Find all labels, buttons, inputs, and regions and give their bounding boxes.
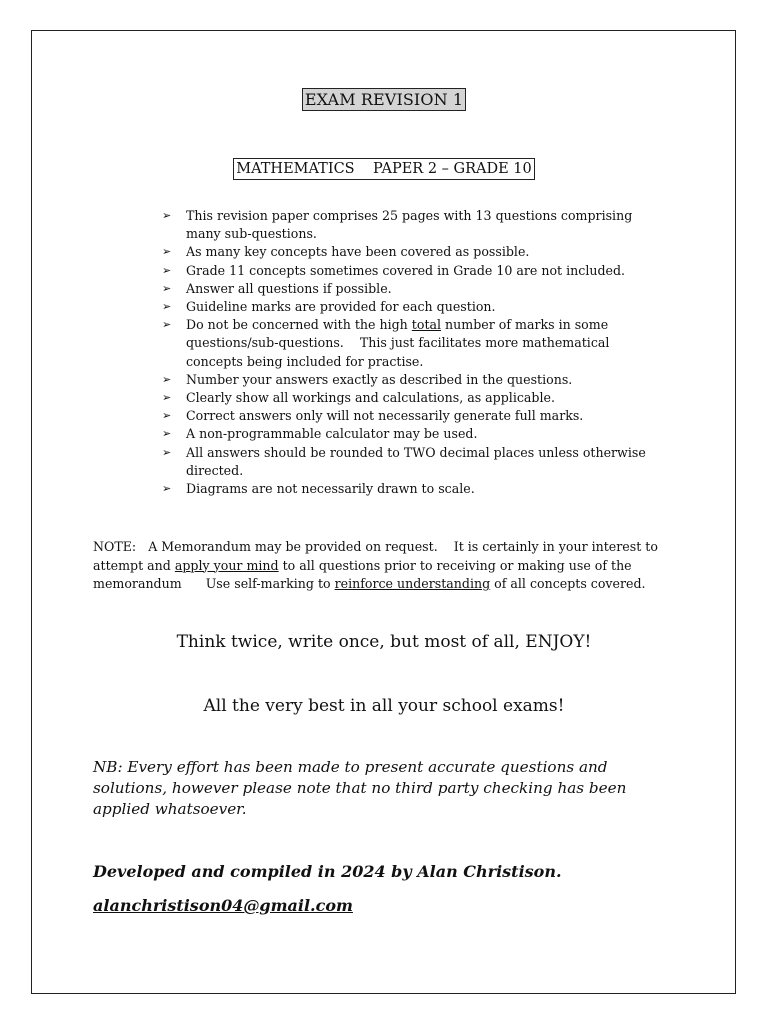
instruction-text: All answers should be rounded to TWO decimal places unless otherwise directed. <box>186 444 646 478</box>
instruction-text: A non-programmable calculator may be used. <box>186 426 478 442</box>
instruction-text-before: Do not be concerned with the high <box>186 317 412 333</box>
disclaimer: NB: Every effort has been made to present accurate questions and solutions, however please note that no third party checking has been applied whatsoever. <box>93 758 627 818</box>
instruction-text: Correct answers only will not necessarily generate full marks. <box>186 408 584 424</box>
list-item <box>162 316 668 371</box>
list-item <box>162 480 668 498</box>
arrow-bullet-icon: ➢ <box>162 300 172 314</box>
note-underlined-phrase: apply your mind <box>174 557 279 573</box>
note-text-part2: to all questions prior to receiving or making use of the memorandum Use self-marking to <box>93 557 636 591</box>
list-item <box>162 407 668 425</box>
list-item <box>162 389 668 407</box>
arrow-bullet-icon: ➢ <box>162 281 172 295</box>
title-container <box>0 88 768 111</box>
instruction-text: Grade 11 concepts sometimes covered in Grade 10 are not included. <box>186 262 626 278</box>
list-item <box>162 280 668 298</box>
instruction-underlined-word: total <box>411 317 442 333</box>
tagline: Think twice, write once, but most of all, ENJOY! <box>176 632 592 652</box>
arrow-bullet-icon: ➢ <box>162 427 172 441</box>
list-item <box>162 207 668 243</box>
author-email-link[interactable]: alanchristison04@gmail.com <box>93 896 353 915</box>
note-text-part1: NOTE: A Memorandum may be provided on request. It is certainly in your interest to attempt and <box>93 539 662 573</box>
arrow-bullet-icon: ➢ <box>162 409 172 423</box>
instruction-text: Clearly show all workings and calculations, as applicable. <box>186 390 555 406</box>
best-wishes: All the very best in all your school exams! <box>203 696 565 716</box>
note-text-part3: of all concepts covered. <box>490 576 646 591</box>
page-subtitle: MATHEMATICS PAPER 2 – GRADE 10 <box>233 158 535 180</box>
arrow-bullet-icon: ➢ <box>162 245 172 259</box>
note-underlined-phrase: reinforce understanding <box>334 576 491 591</box>
instruction-text: Number your answers exactly as described in the questions. <box>186 371 573 387</box>
instruction-text: Answer all questions if possible. <box>186 280 392 296</box>
arrow-bullet-icon: ➢ <box>162 318 172 332</box>
arrow-bullet-icon: ➢ <box>162 372 172 386</box>
instruction-text: As many key concepts have been covered as possible. <box>186 244 530 260</box>
arrow-bullet-icon: ➢ <box>162 263 172 277</box>
author-credit: Developed and compiled in 2024 by Alan Christison. <box>93 862 562 881</box>
list-item <box>162 298 668 316</box>
list-item <box>162 262 668 280</box>
list-item <box>162 444 668 480</box>
instruction-text: Guideline marks are provided for each question. <box>186 299 496 315</box>
instruction-text: Diagrams are not necessarily drawn to scale. <box>186 481 475 497</box>
instruction-text: This revision paper comprises 25 pages with 13 questions comprising many sub-questions. <box>186 208 633 242</box>
arrow-bullet-icon: ➢ <box>162 482 172 496</box>
arrow-bullet-icon: ➢ <box>162 391 172 405</box>
page-title: EXAM REVISION 1 <box>302 88 466 111</box>
list-item <box>162 425 668 443</box>
memorandum-note <box>93 538 683 594</box>
instruction-text-after: number of marks in some questions/sub-questions. This just facilitates more mathematical concepts being included for practise. <box>186 317 614 369</box>
list-item <box>162 243 668 261</box>
instructions-list <box>162 207 668 498</box>
arrow-bullet-icon: ➢ <box>162 209 172 222</box>
arrow-bullet-icon: ➢ <box>162 445 172 459</box>
list-item <box>162 371 668 389</box>
subtitle-container <box>0 158 768 180</box>
